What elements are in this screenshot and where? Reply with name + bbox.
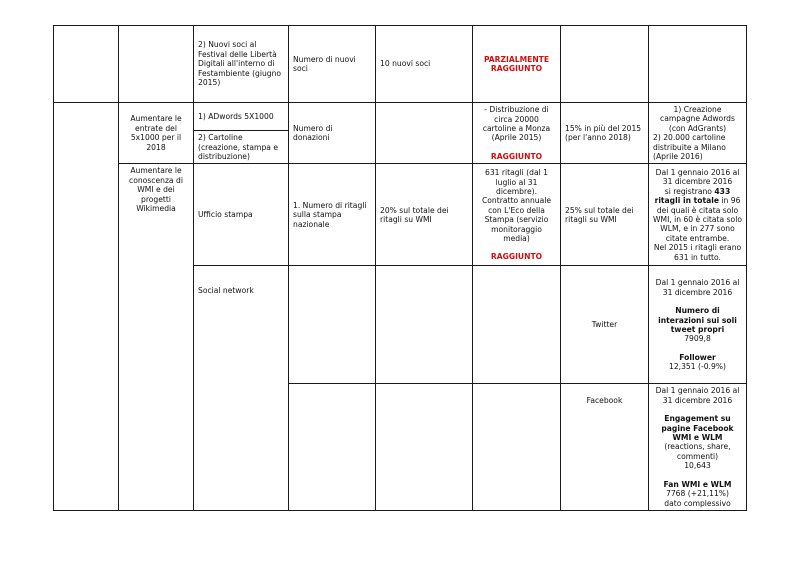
metric-label: Follower bbox=[679, 352, 716, 362]
status-badge: RAGGIUNTO bbox=[490, 151, 543, 161]
table-row-press-office bbox=[54, 164, 747, 266]
metric-value: 10,643 bbox=[684, 461, 711, 471]
period-text: Dal 1 gennaio 2016 al 31 dicembre 2016 bbox=[655, 278, 740, 297]
result-text: - Distribuzione di circa 20000 cartoline a Monza (Aprile 2015) bbox=[482, 105, 551, 143]
indicator-cell: 1. Numero di ritagli sulla stampa nazionale bbox=[289, 164, 376, 266]
objectives-table bbox=[53, 25, 747, 511]
result-text: 631 ritagli (dal 1 luglio al 31 dicembre). Contratto annuale con L'Eco della Stampa (servizio monitoraggio media) bbox=[481, 168, 552, 243]
activity-cell: Social network bbox=[194, 266, 289, 510]
activity-cell: 2) Cartoline (creazione, stampa e distribuzione) bbox=[194, 131, 289, 164]
status-badge: PARZIALMENTE RAGGIUNTO bbox=[473, 26, 561, 103]
table-row-festival bbox=[54, 26, 747, 103]
period-text: Dal 1 gennaio 2016 al 31 dicembre 2016 bbox=[655, 167, 740, 187]
target-cell: 10 nuovi soci bbox=[376, 26, 473, 103]
facebook-results-cell bbox=[649, 384, 747, 510]
results-pre: si registrano bbox=[664, 186, 715, 196]
empty-cell bbox=[289, 384, 376, 510]
channel-cell: Twitter bbox=[561, 266, 649, 384]
action-item: 1) Creazione campagne Adwords (con AdGrants) bbox=[660, 105, 735, 133]
empty-cell bbox=[473, 266, 561, 384]
results-note: Nel 2015 i ritagli erano 631 in tutto. bbox=[653, 243, 742, 262]
result-cell bbox=[473, 164, 561, 266]
action-item: 2) 20.000 cartoline distribuite a Milano (Aprile 2016) bbox=[653, 133, 726, 162]
results-post: in 96 dei quali è citata solo WMI, in 60 è citata solo WLM, e in 277 sono citate entrambe. bbox=[653, 196, 742, 243]
metric-sub: (reactions, share, commenti) bbox=[664, 442, 731, 461]
objective-cell: Aumentare le entrate del 5x1000 per il 2018 bbox=[119, 103, 194, 164]
empty-cell bbox=[376, 384, 473, 510]
activity-cell: Ufficio stampa bbox=[194, 164, 289, 266]
period-text: Dal 1 gennaio 2016 al 31 dicembre 2016 bbox=[655, 386, 740, 405]
result-cell bbox=[473, 103, 561, 164]
empty-cell bbox=[289, 266, 376, 384]
target-cell: 20% sul totale dei ritagli su WMI bbox=[376, 164, 473, 266]
empty-cell bbox=[119, 26, 194, 103]
objective-cell: Aumentare le conoscenza di WMI e dei progetti Wikimedia bbox=[119, 164, 194, 510]
results-2016-cell bbox=[649, 164, 747, 266]
empty-cell bbox=[473, 384, 561, 510]
indicator-cell: Numero di donazioni bbox=[289, 103, 376, 164]
indicator-cell: Numero di nuovi soci bbox=[289, 26, 376, 103]
channel-cell: Facebook bbox=[561, 384, 649, 510]
metric-label: Engagement su pagine Facebook WMI e WLM bbox=[661, 414, 734, 443]
table-row-5x1000-a bbox=[54, 103, 747, 131]
results-bold: 433 ritagli in totale bbox=[654, 186, 731, 206]
metric-label: Fan WMI e WLM bbox=[663, 479, 732, 489]
metric-value: 7909,8 bbox=[684, 334, 711, 344]
status-badge: RAGGIUNTO bbox=[490, 252, 543, 262]
twitter-results-cell bbox=[649, 266, 747, 384]
empty-cell bbox=[54, 26, 119, 103]
empty-cell bbox=[376, 266, 473, 384]
empty-cell bbox=[649, 26, 747, 103]
activity-cell: 2) Nuovi soci al Festival delle Libertà Digitali all'interno di Festambiente (giugno 2015) bbox=[194, 26, 289, 103]
empty-cell bbox=[376, 103, 473, 164]
metric-label: Numero di interazioni sui soli tweet propri bbox=[658, 306, 737, 334]
empty-cell bbox=[561, 26, 649, 103]
target-new-cell: 15% in più del 2015 (per l'anno 2018) bbox=[561, 103, 649, 164]
actions-cell bbox=[649, 103, 747, 164]
metric-value: 12,351 (-0.9%) bbox=[669, 362, 726, 372]
metric-note: dato complessivo bbox=[664, 498, 731, 508]
metric-value: 7768 (+21,11%) bbox=[666, 489, 729, 499]
activity-cell: 1) ADwords 5X1000 bbox=[194, 103, 289, 131]
empty-cell bbox=[54, 103, 119, 511]
target-new-cell: 25% sul totale dei ritagli su WMI bbox=[561, 164, 649, 266]
